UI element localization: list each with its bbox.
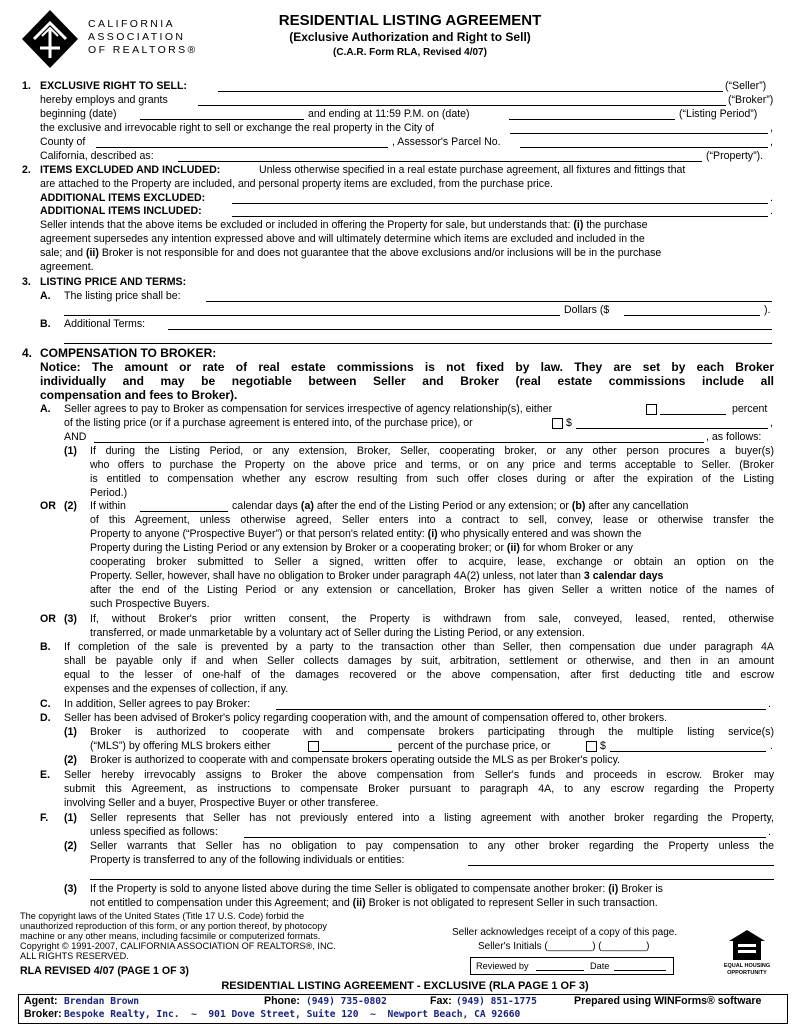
seller-initials[interactable]: Seller's Initials (________) (________) <box>478 941 650 952</box>
listing-price-words-field[interactable] <box>206 301 772 302</box>
dollars-close: ). <box>764 304 771 316</box>
s4b-line-2: shall be payable only if and when Seller collects damages by suit, arbitration, settlement or otherwise, and then in an amount <box>64 655 774 667</box>
beginning-date-field[interactable] <box>140 119 304 120</box>
s4d1-line-2a: (“MLS”) by offering MLS brokers either <box>90 740 271 752</box>
revision-label: RLA REVISED 4/07 (PAGE 1 OF 3) <box>20 965 189 977</box>
s4a2-line-3: Property to anyone (“Prospective Buyer”) or that person's related entity: (i) who physically entered and was shown the <box>90 528 642 540</box>
s2-para-line-4: agreement. <box>40 261 94 273</box>
fax-label: Fax: <box>430 995 452 1007</box>
listing-price-words-field-2[interactable] <box>64 315 560 316</box>
s4e-line-2: submit this Agreement, as instructions to compensate Broker pursuant to paragraph 4A, to any escrow regarding the Property <box>64 783 774 795</box>
s4a1-line-3: is entitled to compensation whether any escrow resulting from such offer closes during or after the expiration of the Listing <box>90 473 774 485</box>
fax-value: (949) 851-1775 <box>456 996 537 1007</box>
s3-b-letter: B. <box>40 318 51 330</box>
s4a3-line-1: If, without Broker's prior written consent, the Property is withdrawn from sale, conveyed, leased, rented, otherwise <box>90 613 774 625</box>
eho-label-1: EQUAL HOUSING <box>723 963 771 969</box>
copyright-line-4: Copyright © 1991-2007, CALIFORNIA ASSOCIATION OF REALTORS®, INC. <box>20 941 336 951</box>
s4a2-line-4: Property during the Listing Period or any extension by Broker or a cooperating broker; or (ii) for whom Broker or any <box>90 542 633 554</box>
s2-line-2: are attached to the Property are included, and personal property items are excluded, from the purchase price. <box>40 178 553 190</box>
s4f1-line-2: unless specified as follows: <box>90 826 218 838</box>
mls-amount-checkbox[interactable] <box>586 741 597 752</box>
notice-line-3: compensation and fees to Broker). <box>40 388 238 402</box>
california-text: California, described as: <box>40 150 154 162</box>
additional-pay-dot: . <box>768 698 771 710</box>
notice-line-2: individually and may be negotiable between Seller and Broker (real estate commissions include all <box>40 374 774 388</box>
s4e-line-1: Seller hereby irrevocably assigns to Broker the above compensation from Seller's funds and proceeds in escrow. Broker may <box>64 769 774 781</box>
s4a3-number: (3) <box>64 613 77 625</box>
phone-value: (949) 735-0802 <box>306 996 387 1007</box>
amount-checkbox[interactable] <box>552 418 563 429</box>
s4a1-line-4: Period.) <box>90 487 128 499</box>
s3-number: 3. <box>22 276 31 288</box>
amount-dollar: $ <box>566 417 572 429</box>
prepared-label: Prepared using WINForms® software <box>574 995 762 1007</box>
amount-comma: , <box>770 417 773 429</box>
agent-label: Agent: <box>24 995 58 1007</box>
s2-para-line-2: agreement supersedes any intention expressed above and will ultimately determine which items are excluded and included in the <box>40 233 645 245</box>
percent-label: percent <box>732 403 768 415</box>
county-field[interactable] <box>96 147 388 148</box>
page-subtitle: (Exclusive Authorization and Right to Sell) <box>289 30 531 44</box>
s4a3-line-2: transferred, or made unmarketable by a voluntary act of Seller during the Listing Period, or any extension. <box>90 627 585 639</box>
s4a2-line-6: Property. Seller, however, shall have no obligation to Broker under paragraph 4A(2) unless, not later than 3 calendar days <box>90 570 664 582</box>
percent-checkbox[interactable] <box>646 404 657 415</box>
agent-name: Brendan Brown <box>64 996 140 1007</box>
listing-period-label: (“Listing Period”) <box>679 108 758 120</box>
mls-percent-checkbox[interactable] <box>308 741 319 752</box>
copyright-line-2: unauthorized reproduction of this form, or any portion thereof, by photocopy <box>20 921 327 931</box>
bottom-title: RESIDENTIAL LISTING AGREEMENT - EXCLUSIVE (RLA PAGE 1 OF 3) <box>221 980 589 992</box>
parcel-text: , Assessor's Parcel No. <box>392 136 501 148</box>
s3-heading: LISTING PRICE AND TERMS: <box>40 276 187 288</box>
copyright-line-1: The copyright laws of the United States (Title 17 U.S. Code) forbid the <box>20 911 305 921</box>
s4d1-line-2b: percent of the purchase price, or <box>398 740 551 752</box>
dollars-label: Dollars ($ <box>564 304 610 316</box>
phone-label: Phone: <box>264 995 300 1007</box>
s4f3-number: (3) <box>64 883 77 895</box>
broker-name-field[interactable] <box>198 105 726 106</box>
org-line-3: OF REALTORS® <box>88 44 198 56</box>
s4f3-line-1: If the Property is sold to anyone listed above during the time Seller is obligated to compensate another broker: (i) Broker is <box>90 883 663 895</box>
items-excluded-field[interactable] <box>232 203 768 204</box>
prior-listing-field[interactable] <box>244 837 766 838</box>
org-line-1: CALIFORNIA <box>88 18 176 30</box>
items-included-dot: . <box>770 205 773 217</box>
employs-text: hereby employs and grants <box>40 94 168 106</box>
additional-terms-text: Additional Terms: <box>64 318 146 330</box>
ending-text: and ending at 11:59 P.M. on (date) <box>308 108 470 120</box>
s4e-line-3: involving Seller and a buyer, Prospective Buyer or other transferee. <box>64 797 379 809</box>
s4f2-line-2: Property is transferred to any of the following individuals or entities: <box>90 854 405 866</box>
eho-label-2: OPPORTUNITY <box>727 970 767 976</box>
parcel-field[interactable] <box>520 147 768 148</box>
mls-amount-field[interactable] <box>610 751 766 752</box>
s4-b-letter: B. <box>40 641 51 653</box>
s4d-line-1: Seller has been advised of Broker's policy regarding cooperation with, and the amount of compensation offered to, other brokers. <box>64 712 668 724</box>
s4a2-if-within: If within <box>90 500 126 512</box>
seller-label: (“Seller”) <box>725 80 767 92</box>
or-label-3: OR <box>40 613 56 625</box>
reviewed-by-label: Reviewed by <box>476 961 529 971</box>
s4a1-line-1: If during the Listing Period, or any extension, Broker, Seller, cooperating broker, or any other person procures a buyer(s) <box>90 445 774 457</box>
items-included-label: ADDITIONAL ITEMS INCLUDED: <box>40 205 202 217</box>
s4a2-line-8: such Prospective Buyers. <box>90 598 210 610</box>
s4c-line-1: In addition, Seller agrees to pay Broker: <box>64 698 251 710</box>
s4-e-letter: E. <box>40 769 51 781</box>
s4d2-line-1: Broker is authorized to cooperate with and compensate brokers operating outside the MLS as per Broker's policy. <box>90 754 621 766</box>
copyright-line-3: machine or any other means, including facsimile or computerized formats. <box>20 931 321 941</box>
s2-para-line-1: Seller intends that the above items be excluded or included in offering the Property for sale, but understands that: (i) the purchase <box>40 219 648 231</box>
county-text: County of <box>40 136 86 148</box>
s2-number: 2. <box>22 164 31 176</box>
acknowledge-text: Seller acknowledges receipt of a copy of this page. <box>452 927 678 938</box>
prior-listing-dot: . <box>768 826 771 838</box>
reviewed-date-label: Date <box>590 961 610 971</box>
broker-label: (“Broker”) <box>728 94 774 106</box>
s4f1-line-1: Seller represents that Seller has not previously entered into a listing agreement with another broker regarding the Property, <box>90 812 774 824</box>
entities-field-2[interactable] <box>90 879 774 880</box>
s4a2-line-5: cooperating broker submitted to Seller a signed, written offer to acquire, lease, exchange or obtain an option on the <box>90 556 774 568</box>
s4a2-line-2: of this Agreement, unless otherwise agreed, Seller enters into a contract to sell, convey, lease or otherwise transfer the <box>90 514 774 526</box>
calendar-days-field[interactable] <box>140 511 228 512</box>
property-label: (“Property”). <box>706 150 764 162</box>
s4-number: 4. <box>22 346 33 360</box>
reviewed-date-field[interactable] <box>614 970 666 971</box>
mls-dot: . <box>770 740 773 752</box>
and-label: AND <box>64 431 87 443</box>
s4f2-line-1: Seller warrants that Seller has no obligation to pay compensation to any other broker regarding the Property unless the <box>90 840 774 852</box>
additional-pay-field[interactable] <box>276 709 766 710</box>
percent-field[interactable] <box>660 414 726 415</box>
items-excluded-label: ADDITIONAL ITEMS EXCLUDED: <box>40 192 206 204</box>
s4f1-number: (1) <box>64 812 77 824</box>
beginning-text: beginning (date) <box>40 108 117 120</box>
copyright-line-5: ALL RIGHTS RESERVED. <box>20 951 129 961</box>
s4a-line-1: Seller agrees to pay to Broker as compensation for services irrespective of agency relationship(s), either <box>64 403 553 415</box>
s2-line-1: Unless otherwise specified in a real estate purchase agreement, all fixtures and fittings that <box>259 164 686 176</box>
s4b-line-4: expenses and the expenses of collection, if any. <box>64 683 289 695</box>
notice-line-1: Notice: The amount or rate of real estate commissions is not fixed by law. They are set by each Broker <box>40 360 774 374</box>
amount-field[interactable] <box>576 428 768 429</box>
or-label-2: OR <box>40 500 56 512</box>
as-follows-label: , as follows: <box>706 431 762 443</box>
s3-a-letter: A. <box>40 290 51 302</box>
additional-terms-field[interactable] <box>168 329 772 330</box>
s4a2-number: (2) <box>64 500 77 512</box>
s4a1-number: (1) <box>64 445 77 457</box>
reviewed-by-field[interactable] <box>536 970 584 971</box>
s4d1-number: (1) <box>64 726 77 738</box>
org-line-2: ASSOCIATION <box>88 31 186 43</box>
additional-terms-field-2[interactable] <box>64 343 772 344</box>
s4-c-letter: C. <box>40 698 51 710</box>
property-description-field[interactable] <box>178 161 702 162</box>
s4a2-line-1: calendar days (a) after the end of the Listing Period or any extension; or (b) after any cancellation <box>232 500 689 512</box>
equal-housing-icon <box>727 929 767 961</box>
s4-d-letter: D. <box>40 712 51 724</box>
s4d1-line-1: Broker is authorized to cooperate with and compensate brokers participating through the multiple listing service(s) <box>90 726 774 738</box>
and-field[interactable] <box>94 442 704 443</box>
listing-price-text: The listing price shall be: <box>64 290 181 302</box>
items-excluded-dot: . <box>770 192 773 204</box>
s4b-line-1: If completion of the sale is prevented by a party to the transaction other than Seller, then compensation due under paragraph 4A <box>64 641 774 653</box>
s4f3-line-2: not entitled to compensation under this Agreement; and (ii) Broker is not obligated to represent Seller in such transaction. <box>90 897 658 909</box>
s4-heading: COMPENSATION TO BROKER: <box>40 346 217 360</box>
city-comma: , <box>770 122 773 134</box>
ending-date-field[interactable] <box>509 119 675 120</box>
s4d2-number: (2) <box>64 754 77 766</box>
broker-bar-value: Bespoke Realty, Inc. ~ 901 Dove Street, Suite 120 ~ Newport Beach, CA 92660 <box>64 1009 521 1020</box>
page-title: RESIDENTIAL LISTING AGREEMENT <box>278 12 542 29</box>
exclusive-right-text: the exclusive and irrevocable right to sell or exchange the real property in the City of <box>40 122 434 134</box>
s4a-line-2: of the listing price (or if a purchase agreement is entered into, of the purchase price), or <box>64 417 473 429</box>
s4b-line-3: equal to the lesser of one-half of the damages recovered or the above compensation, after first deducting title and escrow <box>64 669 774 681</box>
car-logo-icon <box>20 8 80 70</box>
mls-dollar: $ <box>600 740 606 752</box>
mls-percent-field[interactable] <box>322 751 392 752</box>
items-included-field[interactable] <box>232 216 768 217</box>
s4a1-line-2: who offers to purchase the Property on the above price and terms, or on any price and terms acceptable to Seller. (Broker <box>90 459 774 471</box>
form-number: (C.A.R. Form RLA, Revised 4/07) <box>333 47 487 58</box>
s1-number: 1. <box>22 80 31 92</box>
s4f2-number: (2) <box>64 840 77 852</box>
parcel-comma: , <box>770 136 773 148</box>
broker-bar-label: Broker: <box>24 1008 62 1020</box>
s2-heading: ITEMS EXCLUDED AND INCLUDED: <box>40 164 221 176</box>
seller-name-field[interactable] <box>218 91 723 92</box>
s1-heading: EXCLUSIVE RIGHT TO SELL: <box>40 80 187 92</box>
city-field[interactable] <box>510 133 768 134</box>
listing-price-amount-field[interactable] <box>624 315 760 316</box>
entities-field[interactable] <box>468 865 774 866</box>
s4-a-letter: A. <box>40 403 51 415</box>
s4a2-line-7: after the end of the Listing Period or any extension or cancellation, Broker has given Seller a written notice of the names of <box>90 584 774 596</box>
s2-para-line-3: sale; and (ii) Broker is not responsible for and does not guarantee that the above exclusions and/or inclusions will be in the purchase <box>40 247 662 259</box>
s4-f-letter: F. <box>40 812 49 824</box>
